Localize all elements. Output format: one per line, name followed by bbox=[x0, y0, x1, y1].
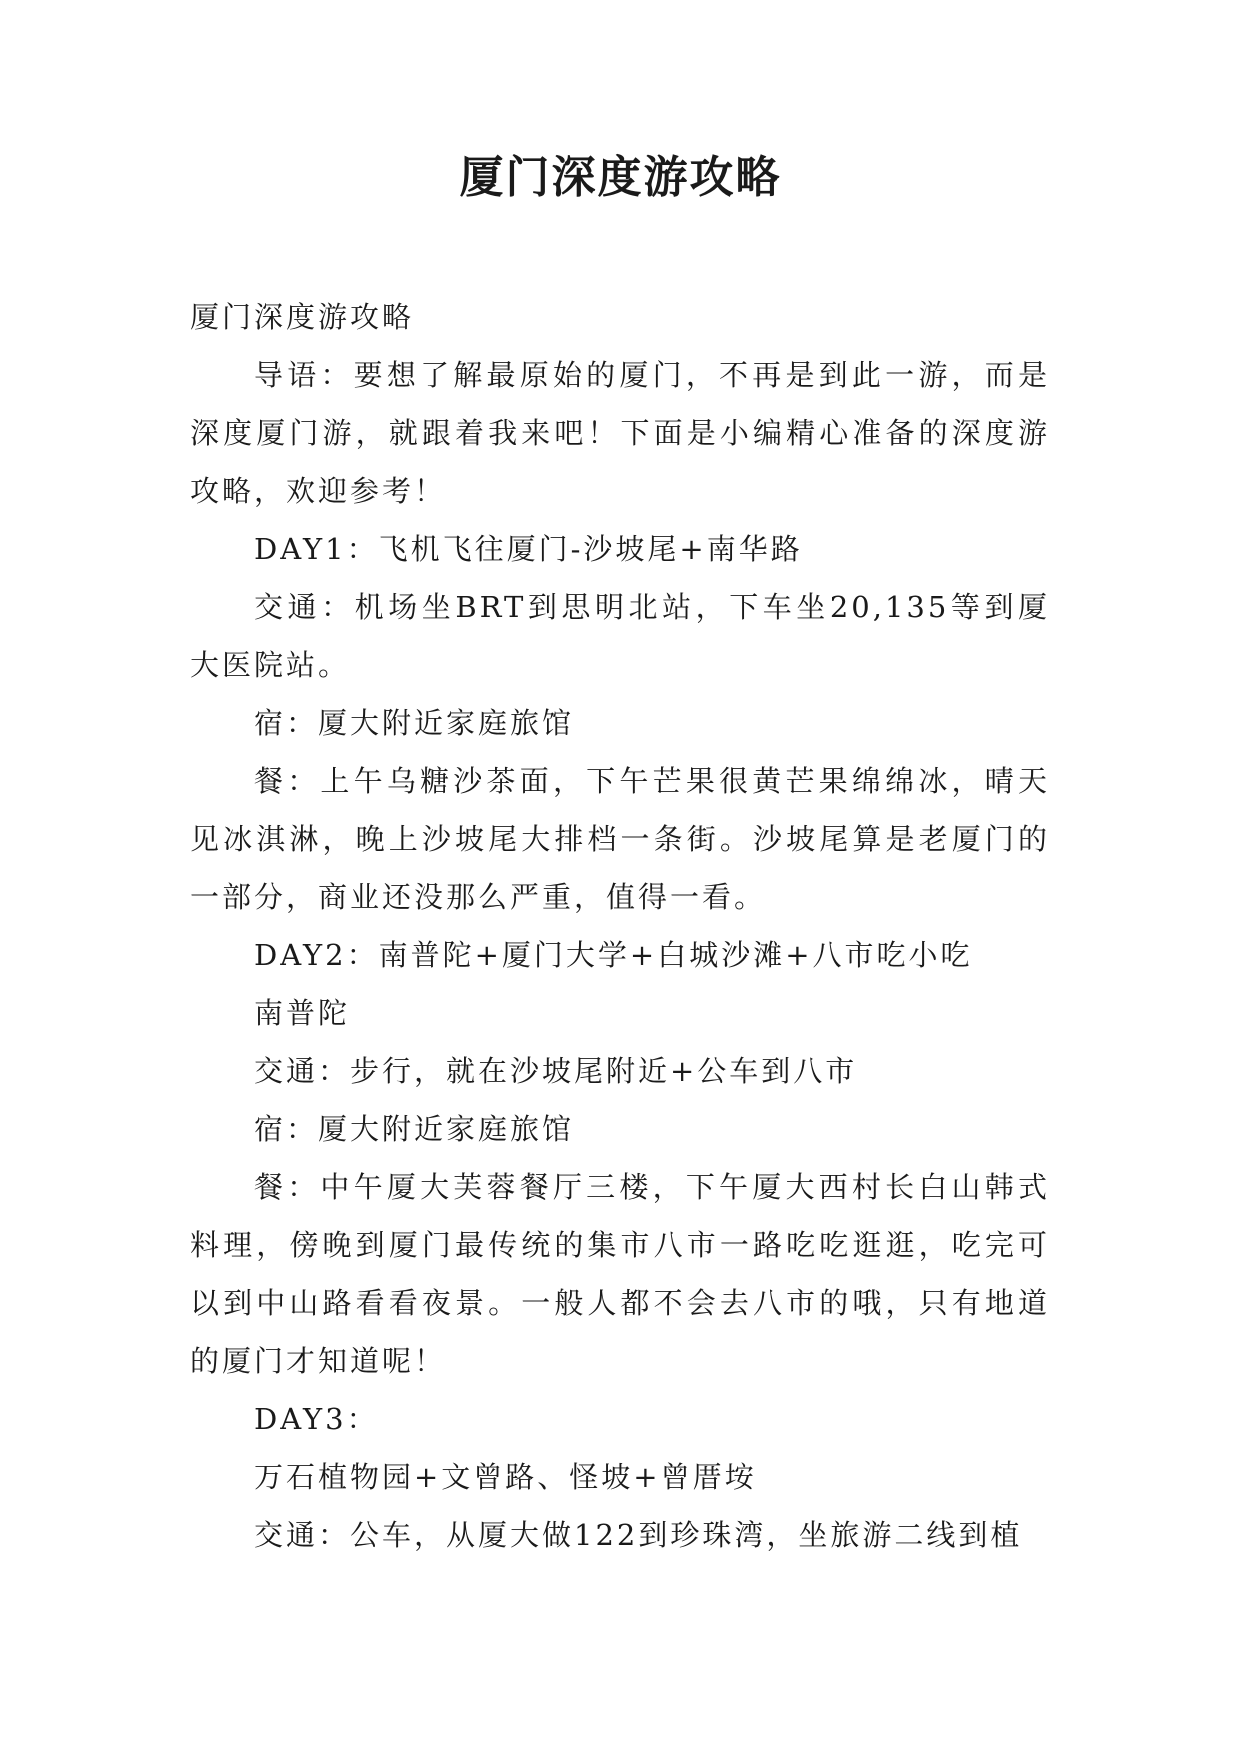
paragraph: DAY3： bbox=[254, 1402, 379, 1436]
paragraph: 餐：中午厦大芙蓉餐厅三楼，下午厦大西村长白山韩式料理，傍晚到厦门最传统的集市八市一路吃吃逛逛，吃完可以到中山路看看夜景。一般人都不会去八市的哦，只有地道的厦门才知道呢！ bbox=[190, 1170, 1050, 1378]
document-title: 厦门深度游攻略 bbox=[459, 152, 782, 203]
paragraph: 宿：厦大附近家庭旅馆 bbox=[254, 706, 575, 740]
paragraph: 宿：厦大附近家庭旅馆 bbox=[254, 1112, 575, 1146]
paragraph: 厦门深度游攻略 bbox=[190, 300, 415, 334]
paragraph: DAY2：南普陀+厦门大学+白城沙滩+八市吃小吃 bbox=[254, 938, 973, 972]
paragraph: 万石植物园+文曾路、怪坡+曾厝垵 bbox=[254, 1460, 757, 1494]
document-body bbox=[190, 288, 1050, 1564]
paragraph: 餐：上午乌糖沙茶面，下午芒果很黄芒果绵绵冰，晴天见冰淇淋，晚上沙坡尾大排档一条街。沙坡尾算是老厦门的一部分，商业还没那么严重，值得一看。 bbox=[190, 764, 1050, 914]
paragraph: 交通：机场坐BRT到思明北站，下车坐20,135等到厦大医院站。 bbox=[190, 590, 1050, 682]
paragraph: 南普陀 bbox=[254, 996, 351, 1030]
paragraph: 交通：公车，从厦大做122到珍珠湾，坐旅游二线到植 bbox=[254, 1518, 1023, 1552]
paragraph: 导语：要想了解最原始的厦门，不再是到此一游，而是深度厦门游，就跟着我来吧！下面是小编精心准备的深度游攻略，欢迎参考！ bbox=[190, 358, 1050, 508]
paragraph: DAY1：飞机飞往厦门-沙坡尾+南华路 bbox=[254, 532, 803, 566]
paragraph: 交通：步行，就在沙坡尾附近+公车到八市 bbox=[254, 1054, 858, 1088]
